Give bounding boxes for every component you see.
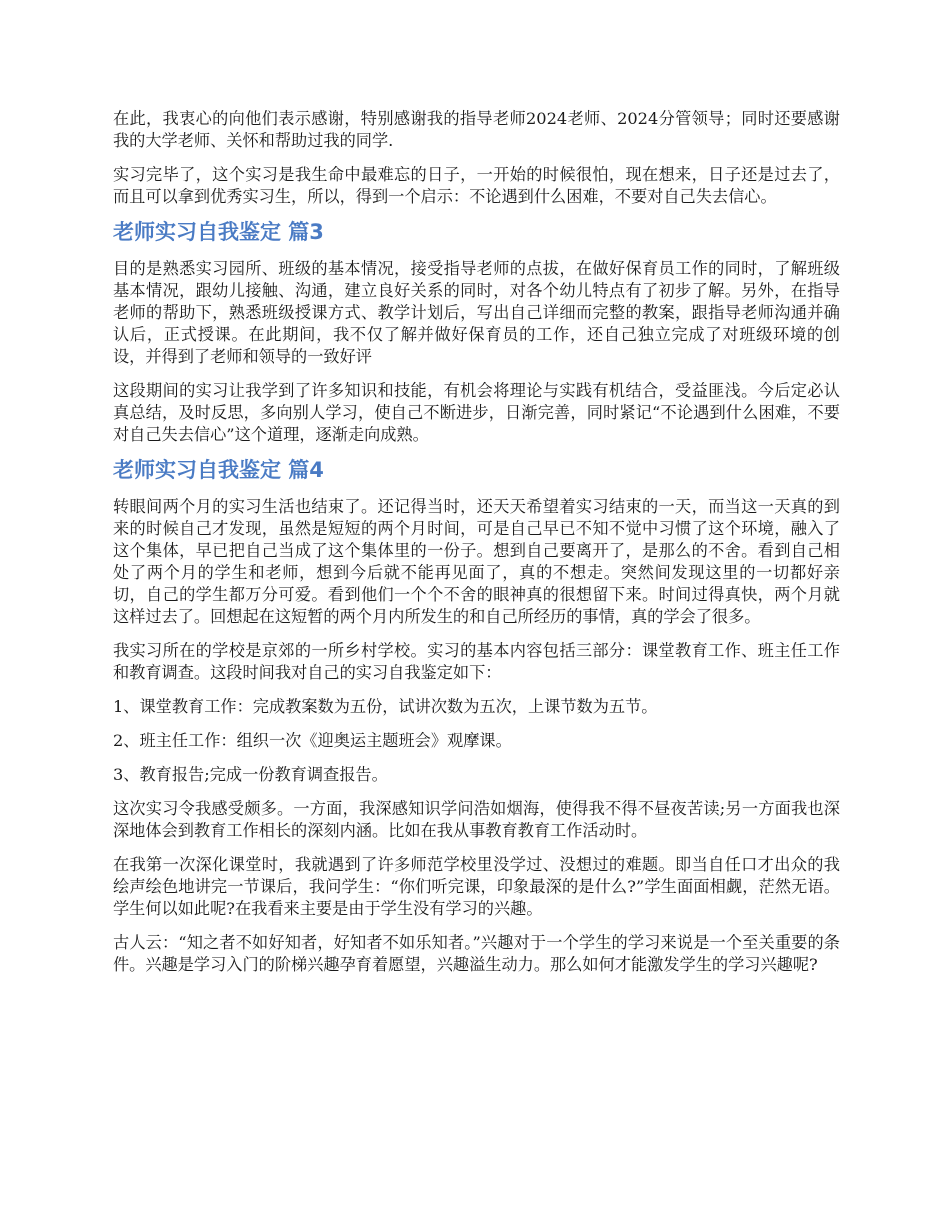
section-4-paragraph-4: 在我第一次深化课堂时，我就遇到了许多师范学校里没学过、没想过的难题。即当自任口才出众的我绘声绘色地讲完一节课后，我问学生：“你们听完课，印象最深的是什么?”学生面面相觑，茫然无语。学生何以如此呢?在我看来主要是由于学生没有学习的兴趣。 — [113, 855, 840, 918]
intro-paragraph-thanks: 在此，我衷心的向他们表示感谢，特别感谢我的指导老师2024老师、2024分管领导；同时还要感谢我的大学老师、关怀和帮助过我的同学. — [113, 109, 840, 150]
section-4-paragraph-1: 转眼间两个月的实习生活也结束了。还记得当时，还天天希望着实习结束的一天，而当这一天真的到来的时候自己才发现，虽然是短短的两个月时间，可是自己早已不知不觉中习惯了这个环境，融入了这个集体，早已把自己当成了这个集体里的一份子。想到自己要离开了，是那么的不舍。看到自己相处了两个月的学生和老师，想到今后就不能再见面了，真的不想走。突然间发现这里的一切都好亲切，自己的学生都万分可爱。看到他们一个个不舍的眼神真的很想留下来。时间过得真快，两个月就这样过去了。回想起在这短暂的两个月内所发生的和自己所经历的事情，真的学会了很多。 — [113, 497, 840, 626]
section-4-list-item-1: 1、课堂教育工作：完成教案数为五份，试讲次数为五次，上课节数为五节。 — [113, 697, 658, 716]
document-page — [113, 108, 840, 988]
intro-paragraph-summary: 实习完毕了，这个实习是我生命中最难忘的日子，一开始的时候很怕，现在想来，日子还是过去了，而且可以拿到优秀实习生，所以，得到一个启示：不论遇到什么困难，不要对自己失去信心。 — [113, 165, 840, 206]
section-4-heading: 老师实习自我鉴定 篇4 — [113, 458, 324, 482]
section-3-paragraph-1: 目的是熟悉实习园所、班级的基本情况，接受指导老师的点拔，在做好保育员工作的同时，了解班级基本情况，跟幼儿接触、沟通，建立良好关系的同时，对各个幼儿特点有了初步了解。另外，在指导老师的帮助下，熟悉班级授课方式、教学计划后，写出自己详细而完整的教案，跟指导老师沟通并确认后，正式授课。在此期间，我不仅了解并做好保育员的工作，还自己独立完成了对班级环境的创设，并得到了老师和领导的一致好评 — [113, 259, 840, 366]
section-4-list-item-3: 3、教育报告;完成一份教育调查报告。 — [113, 765, 388, 784]
section-4-paragraph-3: 这次实习令我感受颇多。一方面，我深感知识学问浩如烟海，使得我不得不昼夜苦读;另一方面我也深深地体会到教育工作相长的深刻内涵。比如在我从事教育教育工作活动时。 — [113, 799, 840, 840]
section-4-list-item-2: 2、班主任工作：组织一次《迎奥运主题班会》观摩课。 — [113, 731, 512, 750]
section-3-paragraph-2: 这段期间的实习让我学到了许多知识和技能，有机会将理论与实践有机结合，受益匪浅。今后定必认真总结，及时反思，多向别人学习，使自己不断进步，日渐完善，同时紧记“不论遇到什么困难，不要对自己失去信心”这个道理，逐渐走向成熟。 — [113, 381, 840, 444]
section-3-heading: 老师实习自我鉴定 篇3 — [113, 220, 324, 244]
section-4-paragraph-2: 我实习所在的学校是京郊的一所乡村学校。实习的基本内容包括三部分：课堂教育工作、班主任工作和教育调查。这段时间我对自己的实习自我鉴定如下： — [113, 641, 840, 682]
section-4-paragraph-5: 古人云：“知之者不如好知者，好知者不如乐知者。”兴趣对于一个学生的学习来说是一个至关重要的条件。兴趣是学习入门的阶梯兴趣孕育着愿望，兴趣溢生动力。那么如何才能激发学生的学习兴趣呢? — [113, 933, 840, 974]
